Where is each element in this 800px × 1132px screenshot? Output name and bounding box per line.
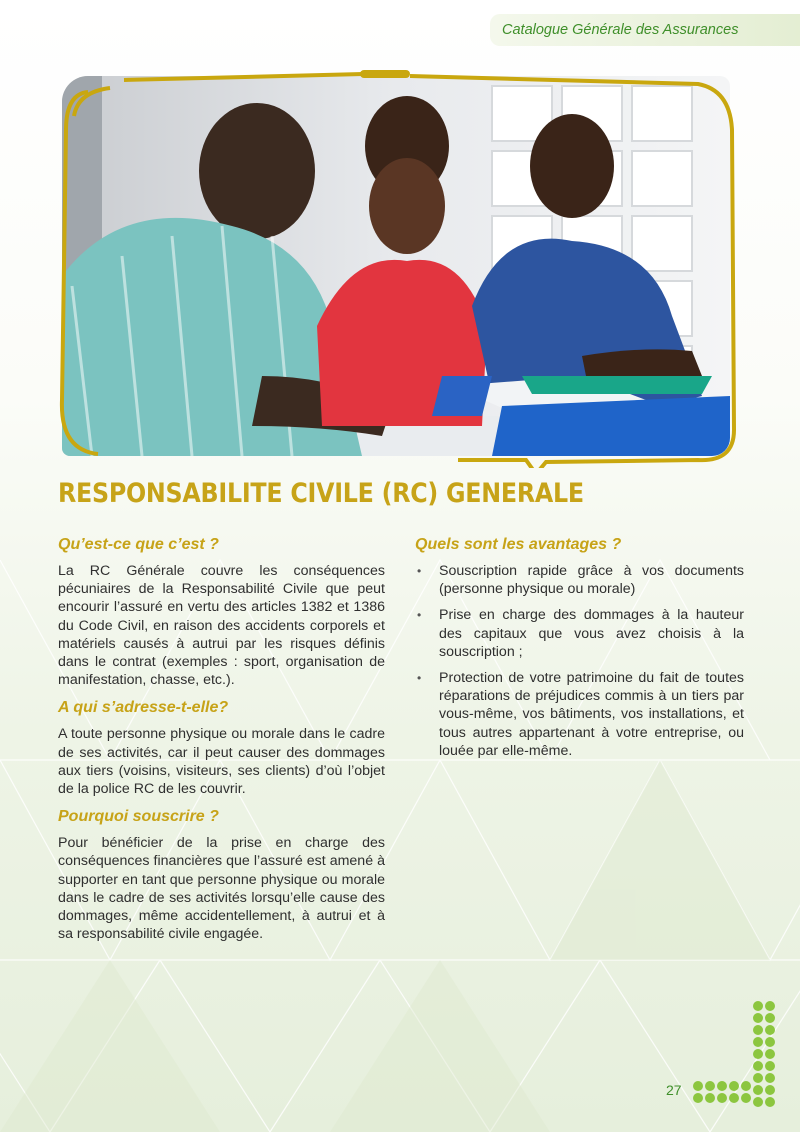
catalog-header-tag [490, 14, 800, 46]
page-number: 27 [666, 1082, 682, 1098]
paragraph-who-for: A toute personne physique ou morale dans le cadre de ses activités, car il peut causer des dommages aux tiers (voisins, visiteurs, ses clients) d’où l’objet de la police RC de les couvrir. [58, 726, 385, 798]
heading-what-is-it: Qu’est-ce que c’est ? [58, 536, 219, 553]
page-title: RESPONSABILITE CIVILE (RC) GENERALE [58, 478, 584, 509]
right-column [415, 536, 744, 768]
paragraph-what-is-it: La RC Générale couvre les conséquences pécuniaires de la Responsabilité Civile que peut encourir l’assuré en vertu des articles 1382 et 1386 du Code Civil, en raison des accidents corporels et matériels causés à autrui par les risques définis dans le contrat (exemples : sport, organisation de manifestation, chasse, etc.). [58, 563, 385, 689]
photo-border-decoration [58, 70, 736, 468]
catalog-header-text: Catalogue Générale des Assurances [502, 22, 739, 38]
advantage-text: Protection de votre patrimoine du fait de toutes réparations de préjudices commis à un tiers par vous-même, vos bâtiments, vos installations, et tous autres appartenant à votre entreprise, ou louée par elle-même. [439, 670, 744, 759]
advantage-text: Prise en charge des dommages à la hauteur des capitaux que vous avez choisis à la souscription ; [439, 607, 744, 660]
list-item [415, 669, 744, 760]
bullet-icon: • [417, 564, 422, 578]
advantage-text: Souscription rapide grâce à vos documents (personne physique ou morale) [439, 563, 744, 598]
bullet-icon: • [417, 608, 422, 623]
list-item [415, 562, 744, 598]
heading-advantages: Quels sont les avantages ? [415, 536, 622, 553]
bullet-icon: • [417, 671, 422, 686]
paragraph-why-subscribe: Pour bénéficier de la prise en charge des conséquences financières que l’assuré est amené à supporter en tant que personne physique ou morale dans le cadre de ses activités lorsqu’elle cause des dommages, même accidentellement, à autrui et à sa responsabilité civile engagée. [58, 835, 385, 943]
left-column [58, 536, 385, 953]
hero-photo-frame [58, 70, 736, 468]
heading-who-for: A qui s’adresse-t-elle? [58, 699, 229, 717]
heading-why-subscribe: Pourquoi souscrire ? [58, 808, 219, 826]
advantages-list [415, 562, 744, 760]
green-dot-decoration [690, 998, 786, 1108]
list-item [415, 606, 744, 661]
